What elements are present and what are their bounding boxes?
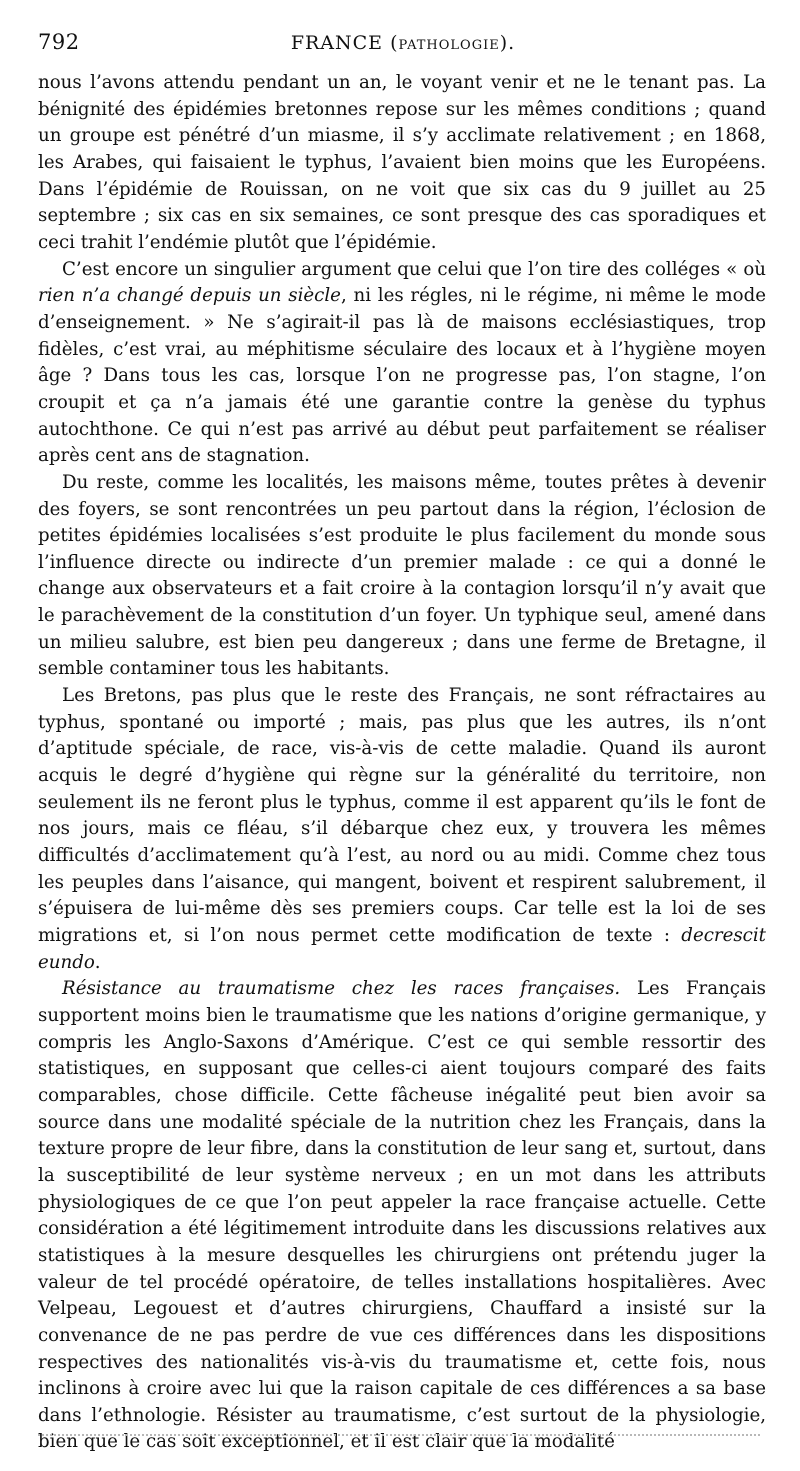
paragraph-3	[38, 470, 766, 683]
section-heading-italic: Résistance au traumatisme chez les races françaises.	[62, 978, 621, 1000]
paragraph-text: Du reste, comme les localités, les maisons même, toutes prêtes à devenir des foyers, se sont rencontrées un peu partout dans la région, l’éclosion de petites épidémies localisées s’est produite le plus facilement du monde sous l’influence directe ou indirecte d’un premier malade : ce qui a donné le change aux observateurs et a fait croire à la contagion lorsqu’il n’y avait que le parachèvement de la constitution d’un foyer. Un typhique seul, amené dans un milieu salubre, est bien peu dangereux ; dans une ferme de Bretagne, il semble contaminer tous les habitants.	[38, 471, 766, 680]
running-title-paren-close: ).	[499, 32, 516, 54]
running-title-paren-open: (	[383, 32, 399, 54]
paragraph-text: C’est encore un singulier argument que celui que l’on tire des colléges « où	[62, 258, 766, 280]
paragraph-5	[38, 976, 766, 1456]
italic-quote: rien n’a changé depuis un siècle	[38, 285, 341, 307]
paragraph-text: nous l’avons attendu pendant un an, le voyant venir et ne le tenant pas. La bénignité des épidémies bretonnes repose sur les mêmes conditions ; quand un groupe est pénétré d’un miasme, il s’y acclimate relativement ; en 1868, les Arabes, qui faisaient le typhus, l’avaient bien moins que les Européens. Dans l’épidémie de Rouissan, on ne voit que six cas du 9 juillet au 25 septembre ; six cas en six semaines, ce sont presque des cas sporadiques et ceci trahit l’endémie plutôt que l’épidémie.	[38, 72, 766, 253]
italic-latin-phrase: decrescit eundo	[38, 925, 766, 973]
running-title-main: FRANCE	[290, 32, 384, 54]
page-number: 792	[38, 30, 80, 54]
running-title	[38, 32, 768, 54]
paragraph-2	[38, 257, 766, 470]
running-title-sub: PATHOLOGIE	[398, 38, 500, 53]
paragraph-text: Les Français supportent moins bien le traumatisme que les nations d’origine germanique, y compris les Anglo-Saxons d’Amérique. C’est ce qui semble ressortir des statistiques, en supposant que celles-ci aient toujours comparé des faits comparables, chose difficile. Cette fâcheuse inégalité peut bien avoir sa source dans une modalité spéciale de la nutrition chez les Français, dans la texture propre de leur fibre, dans la constitution de leur sang et, surtout, dans la susceptibilité de leur système nerveux ; en un mot dans les attributs physiologiques de ce que l’on peut appeler la race française actuelle. Cette considération a été légitimement introduite dans les discussions relatives aux statistiques à la mesure desquelles les chirurgiens ont prétendu juger la valeur de tel procédé opératoire, de telles installations hospitalières. Avec Velpeau, Legouest et d’autres chirurgiens, Chauffard a insisté sur la convenance de ne pas perdre de vue ces différences dans les dispositions respectives des nationalités vis-à-vis du traumatisme et, cette fois, nous inclinons à croire avec lui que la raison capitale de ces différences a sa base dans l’ethnologie. Résister au traumatisme, c’est surtout de la physiologie, bien que le cas soit exceptionnel, et il est clair que la modalité	[38, 978, 766, 1453]
paragraph-text: , ni les régles, ni le régime, ni même le mode d’enseignement. » Ne s’agirait-il pas là de maisons ecclésiastiques, trop fidèles, c’est vrai, au méphitisme séculaire des locaux et à l’hygiène moyen âge ? Dans tous les cas, lorsque l’on ne progresse pas, l’on stagne, l’on croupit et ça n’a jamais été une garantie contre la genèse du typhus autochthone. Ce qui n’est pas arrivé au début peut parfaitement se réaliser après cent ans de stagnation.	[38, 285, 766, 467]
paragraph-text: .	[94, 951, 101, 973]
body-text	[38, 70, 766, 1456]
paragraph-1	[38, 70, 766, 257]
page-header	[38, 30, 768, 60]
paragraph-4	[38, 683, 766, 976]
footer-scan-artifact-rule	[38, 1434, 760, 1436]
paragraph-text: Les Bretons, pas plus que le reste des Français, ne sont réfractaires au typhus, spontané ou importé ; mais, pas plus que les autres, ils n’ont d’aptitude spéciale, de race, vis-à-vis de cette maladie. Quand ils auront acquis le degré d’hygiène qui règne sur la généralité du territoire, non seulement ils ne feront plus le typhus, comme il est apparent qu’ils le font de nos jours, mais ce fléau, s’il débarque chez eux, y trouvera les mêmes difficultés d’acclimatement qu’à l’est, au nord ou au midi. Comme chez tous les peuples dans l’aisance, qui mangent, boivent et respirent salubrement, il s’épuisera de lui-même dès ses premiers coups. Car telle est la loi de ses migrations et, si l’on nous permet cette modification de texte :	[38, 685, 766, 946]
